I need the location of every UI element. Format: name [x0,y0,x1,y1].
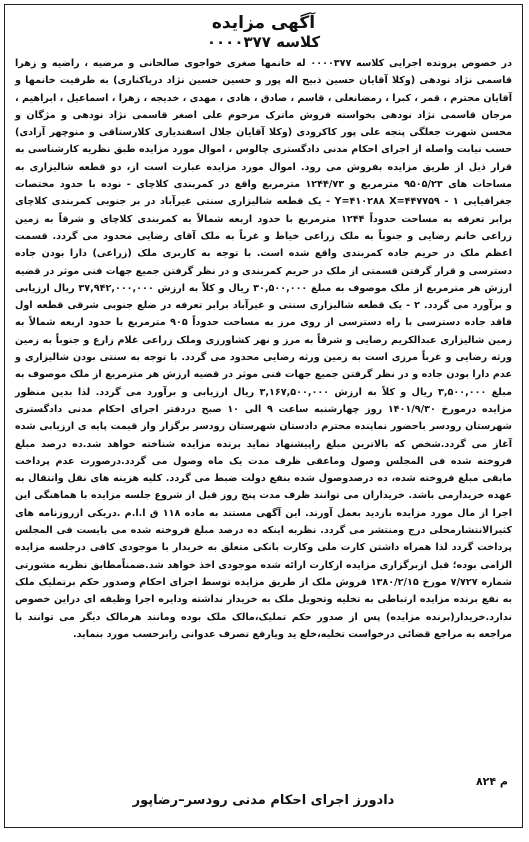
notice-body: در خصوص پرونده اجرایی کلاسه ۰۰۰۰۳۷۷ له خانمها صغری خواجوی صالحانی و مرضیه ، راضیه و زهرا قاسمی نژاد نودهی (وکلا آقایان حسین ذبیح اله پور و حسین حسین نژاد دریاکناری) به طرفیت خانمها و آقایان محترم ، قمر ، کبرا ، رمضانعلی ، قاسم ، صادق ، هادی ، مهدی ، خدیجه ، زهرا ، اسماعیل ، ابراهیم ، مرجان قاسمی نژاد نودهی بخواسته فروش ماترک مرحوم علی اصغر قاسمی نژاد نودهی و مژگان و محسن شهرت جعلگی پنجه علی پور کاکرودی (وکلا آقایان جلال اسفندیاری کلارستاقی و منوچهر آزادی) حسب نیابت واصله از اجرای احکام مدنی دادگستری چالوس ، اموال مورد مزایده طبق نظریه کارشناسی به قرار ذیل از طریق مزایده بفروش می رود. اموال مورد مزایده عبارت است از، دو قطعه شالیزاری به مساحات های ۹۵۰۵/۲۳ مترمربع و ۱۲۴۴/۷۳ مترمربع واقع در کمربندی کلاچای - نوده با حدود مختصات جغرافیایی Y=۴۱۰۲۸۸ X=۴۴۷۷۵۹ - ۱ - یک قطعه شالیزاری سنتی غیرآباد در بر جنوبی کمربندی کلاچای برابر تعرفه به مساحت حدوداً ۱۲۴۴ مترمربع با حدود اربعه شمالاً به کمربندی کلاچای و شرقاً به زمین زراعی خانم رضایی و جنوباً به ملک زراعی خیاط و غرباً به ملک آقای رضایی محدود می گردد. قسمت اعظم ملک در حریم جاده کمربندی واقع شده است. با توجه به کاربری ملک (زراعی) دارا بودن جاده دسترسی و قرار گرفتن قسمتی از ملک در حریم کمربندی و در نظر گرفتن جمیع جهات فنی موثر در قضیه ارزش هر مترمربع از ملک موصوف به مبلغ ۳۰,۵۰۰,۰۰۰ ریال و کلاً به ارزش ۳۷,۹۴۲,۰۰۰,۰۰۰ ریال ارزیابی و برآورد می گردد. ۲ - یک قطعه شالیزاری سنتی و غیرآباد برابر تعرفه در ضلع جنوبی شرقی قطعه اول فاقد جاده دسترسی با راه دسترسی از روی مرز به مساحت حدوداً ۹۰۵ مترمربع با حدود اربعه شمالاً به زمین شالیزاری عبدالکریم رضایی و شرقاً به مرز و نهر کشاورزی وملک زراعی غلام زارع و جنوباً به زمین ورثه رضایی و غرباً مرزی است به زمین ورثه رضایی محدود می گردد. با توجه به سنتی بودن شالیزاری و عدم دارا بودن جاده و در نظر گرفتن جمیع جهات فنی موثر در قضیه ارزش هر مترمربع از ملک موصوف به مبلغ ۳,۵۰۰,۰۰۰ ریال و کلاً به ارزش ۳,۱۶۷,۵۰۰,۰۰۰ ریال ارزیابی و برآورد می گردد. لذا بدین منظور مزایده درمورخ ۱۴۰۱/۹/۳۰ روز چهارشنبه ساعت ۹ الی ۱۰ صبح دردفتر اجرای احکام مدنی دادگستری شهرستان رودسر باحضور نماینده محترم دادستان شهرستان رودسر برگزار واز قیمت پایه ی ارزیابی شده آغاز می گردد.شخص که بالاترین مبلغ راپیشنهاد نماید برنده مزایده شناخته خواهد شد.ده درصد مبلغ فروخته شده فی المجلس وصول وماعقی ظرف مدت یک ماه وصول می گردد.درصورت عدم پرداخت مابقی مبلغ فروخته شده، ده درصدوصول شده بنفع دولت ضبط می گردد. کلیه هزینه های نقل وانتقال به عهده خریدارمی باشد. خریداران می توانند ظرف مدت پنج روز قبل از شروع جلسه مزایده با هماهنگی این اجرا از مال مورد مزایده بازدید بعمل آورند. این آگهی مستند به ماده ۱۱۸ ق ا.ا.م .دریکی ازروزنامه های کثیرالانتشارمحلی درج ومنتشر می گردد. نظربه اینکه ده درصد مبلغ فروخته شده می بایست فی المجلس پرداخت گردد لذا همراه داشتن کارت ملی وکارت بانکی متعلق به خریدار با موجودی کافی درجلسه مزایده الزامی بوده؛ قبل ازبرگزاری مزایده ازکارت ارائه شده موجودی اخذ خواهد شد.ضمناًمطابق نظریه مشورتی شماره ۷/۷۲۷ مورخ ۱۳۸۰/۲/۱۵ فروش ملک از طریق مزایده توسط اجرای احکام وصدور حکم برتملیک ملک به نفع برنده مزایده ارتباطی به تخلیه وتحویل ملک به خریدار نداشته ودایره اجرا وظیفه ای دراین خصوص ندارد.خریدار(برنده مزایده) پس از صدور حکم تملیک،مالک ملک بوده ومانند هرمالک دیگر می توانند با مراجعه به مراجع قضائی درخواست تخلیه،خلع ید ویارفع تصرف عدوانی رابرحسب مورد بنماید. [15,58,513,640]
notice-title: آگهی مزایده [211,13,316,33]
case-number: کلاسه ۰۰۰۰۳۷۷ [206,33,321,51]
issuer-signature: دادورز اجرای احکام مدنی رودسر–رضاپور [132,793,395,808]
notice-header [5,13,522,51]
reference-number: م ۸۲۴ [475,775,508,788]
notice-frame [4,4,523,828]
